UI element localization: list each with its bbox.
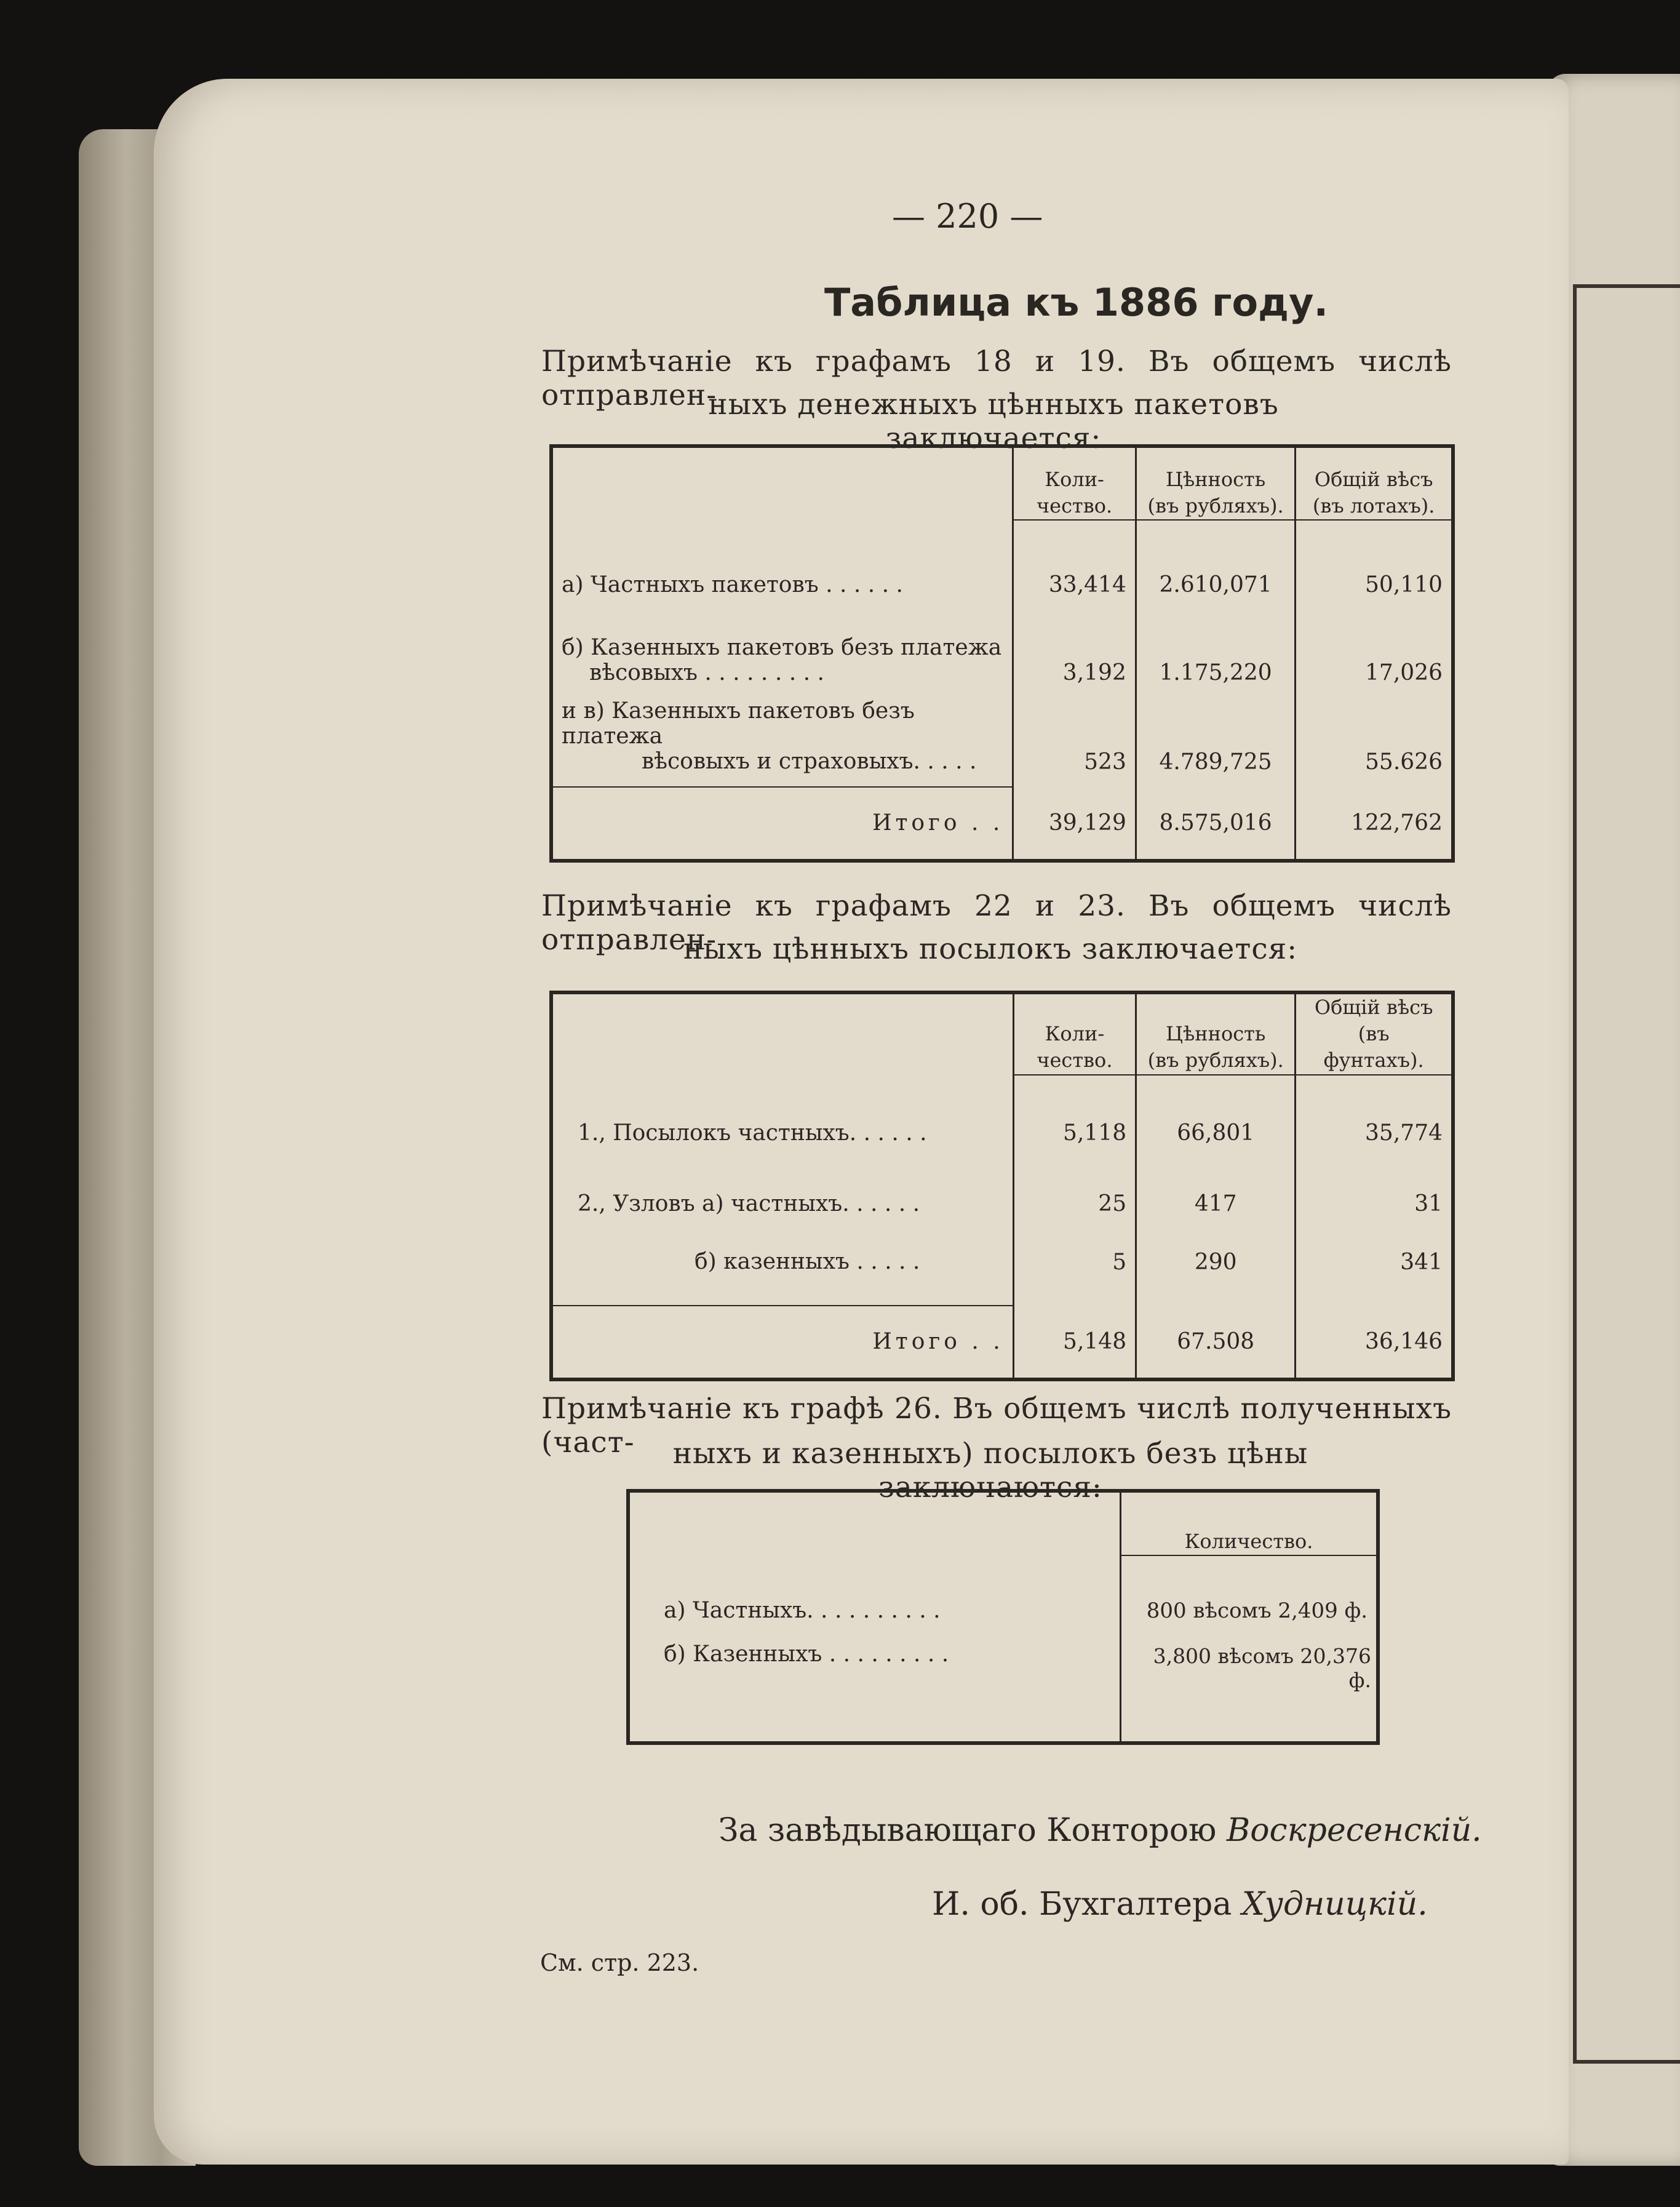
note2-line1: Примѣчаніе къ графамъ 22 и 23. Въ общемъ числѣ отправлен- — [541, 889, 1452, 957]
row-label: а) Частныхъ. . . . . . . . . . — [664, 1598, 941, 1623]
row-value: 290 — [1136, 1216, 1296, 1306]
signature-manager — [719, 1812, 1482, 1849]
parcels-table — [549, 991, 1455, 1381]
total-label: Итого . . — [872, 810, 1004, 836]
page-number: — 220 — — [892, 197, 1043, 236]
total-value: 8.575,016 — [1136, 787, 1295, 861]
table-row — [551, 1075, 1453, 1146]
row-label — [551, 597, 1013, 685]
row-value: 417 — [1136, 1146, 1296, 1216]
row-label-line2: вѣсовыхъ . . . . . . . . . — [589, 660, 824, 686]
note1-line1: Примѣчаніе къ графамъ 18 и 19. Въ общемъ числѣ отправлен- — [541, 345, 1452, 412]
facing-page-table-frame — [1573, 284, 1680, 2064]
table-row — [551, 685, 1453, 787]
table-row — [551, 597, 1453, 685]
header-blank — [628, 1491, 1121, 1555]
row-value: 1.175,220 — [1136, 597, 1295, 685]
signature-accountant-title: И. об. Бухгалтера — [932, 1886, 1232, 1923]
header-weight: Общій вѣсъ (въ лотахъ). — [1296, 446, 1453, 520]
row-quantity: 3,192 — [1013, 597, 1136, 685]
total-row — [551, 787, 1453, 861]
row-label — [551, 685, 1013, 787]
row-quantity: 800 вѣсомъ 2,409 ф. — [1121, 1555, 1378, 1623]
total-row — [551, 1306, 1453, 1379]
signature-accountant-name: Худницкій. — [1241, 1886, 1428, 1923]
row-quantity: 5 — [1013, 1216, 1136, 1306]
note3-line1: Примѣчаніе къ графѣ 26. Въ общемъ числѣ полученныхъ (част- — [541, 1392, 1452, 1459]
row-quantity: 5,118 — [1013, 1075, 1136, 1146]
total-label: Итого . . — [872, 1329, 1004, 1355]
note1-line2: ныхъ денежныхъ цѣнныхъ пакетовъ заключается: — [708, 388, 1279, 455]
row-label-line1: и в) Казенныхъ пакетовъ безъ платежа — [562, 698, 915, 749]
table-row — [551, 1146, 1453, 1216]
signature-accountant — [932, 1886, 1428, 1923]
header-value: Цѣнность (въ рубляхъ). — [1136, 992, 1296, 1075]
total-quantity: 5,148 — [1013, 1306, 1136, 1379]
header-quantity: Коли- чество. — [1013, 446, 1136, 520]
total-quantity: 39,129 — [1013, 787, 1136, 861]
row-weight: 50,110 — [1296, 520, 1453, 597]
signature-manager-title: За завѣдывающаго Конторою — [719, 1812, 1217, 1849]
note3-line2: ныхъ и казенныхъ) посылокъ безъ цѣны заключаются: — [672, 1437, 1308, 1504]
header-value: Цѣнность (въ рубляхъ). — [1136, 446, 1295, 520]
row-label: б) Казенныхъ . . . . . . . . . — [664, 1642, 949, 1667]
row-value: 4.789,725 — [1136, 685, 1295, 787]
row-value: 66,801 — [1136, 1075, 1296, 1146]
packets-table — [549, 444, 1455, 863]
header-quantity: Количество. — [1121, 1491, 1378, 1555]
row-weight: 341 — [1296, 1216, 1453, 1306]
total-value: 67.508 — [1136, 1306, 1296, 1379]
row-quantity: 25 — [1013, 1146, 1136, 1216]
row-label: а) Частныхъ пакетовъ . . . . . . — [562, 572, 903, 597]
header-quantity: Коли- чество. — [1013, 992, 1136, 1075]
header-blank — [551, 992, 1013, 1075]
row-quantity: 33,414 — [1013, 520, 1136, 597]
table-row — [551, 1216, 1453, 1306]
table-heading: Таблица къ 1886 году. — [824, 280, 1329, 325]
row-quantity: 523 — [1013, 685, 1136, 787]
signature-manager-name: Воскресенскій. — [1226, 1812, 1482, 1849]
table-row — [628, 1623, 1378, 1743]
total-weight: 122,762 — [1296, 787, 1453, 861]
footnote-reference: См. стр. 223. — [540, 1949, 699, 1976]
table-row — [551, 520, 1453, 597]
note2-line2: ныхъ цѣнныхъ посылокъ заключается: — [683, 932, 1298, 966]
parcels-without-value-table — [626, 1489, 1380, 1745]
row-label: 2., Узловъ а) частныхъ. . . . . . — [578, 1191, 920, 1216]
row-weight: 55.626 — [1296, 685, 1453, 787]
row-quantity: 3,800 вѣсомъ 20,376 ф. — [1121, 1623, 1378, 1743]
table-row — [628, 1555, 1378, 1623]
row-label: б) казенныхъ . . . . . — [551, 1216, 1013, 1306]
row-weight: 35,774 — [1296, 1075, 1453, 1146]
total-weight: 36,146 — [1296, 1306, 1453, 1379]
row-value: 2.610,071 — [1136, 520, 1295, 597]
row-label-line1: б) Казенныхъ пакетовъ безъ платежа — [562, 635, 1002, 661]
header-weight: Общій вѣсъ (въ фунтахъ). — [1296, 992, 1453, 1075]
row-label: 1., Посылокъ частныхъ. . . . . . — [578, 1120, 927, 1146]
row-label-line2: вѣсовыхъ и страховыхъ. . . . . — [642, 748, 977, 774]
row-weight: 17,026 — [1296, 597, 1453, 685]
row-weight: 31 — [1296, 1146, 1453, 1216]
header-blank — [551, 446, 1013, 520]
